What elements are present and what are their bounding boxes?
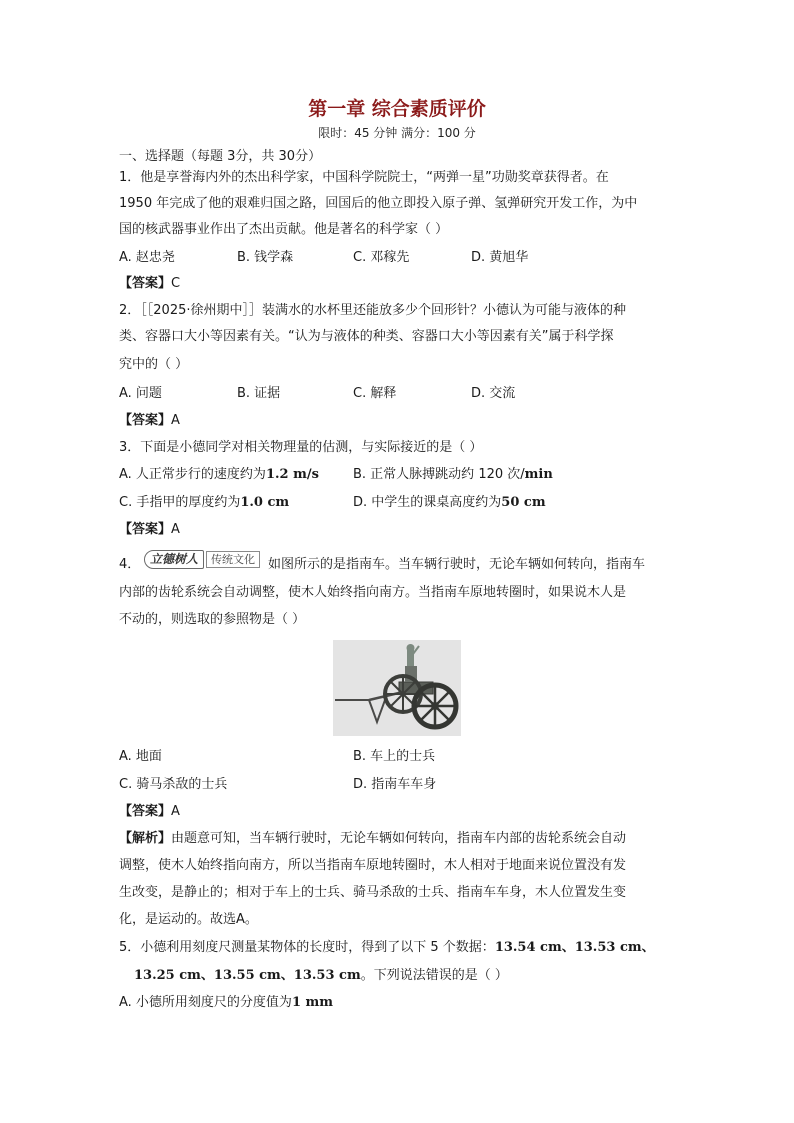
q4-answer xyxy=(119,803,180,821)
badge-main-label: 立德树人 xyxy=(144,550,204,569)
q5-text-line1 xyxy=(119,939,655,957)
analysis-tag: 【解析】 xyxy=(119,831,172,846)
answer-value: A xyxy=(171,413,180,428)
q3-option-d-text: D. 中学生的课桌高度约为 xyxy=(353,495,502,510)
q4-option-b: B. 车上的士兵 xyxy=(353,749,436,764)
q5-values-1: 13.54 cm、13.53 cm、 xyxy=(494,940,655,955)
q3-option-b-text: B. 正常人脉搏跳动约 120 次/ xyxy=(353,467,525,482)
answer-tag: 【答案】 xyxy=(119,522,172,537)
analysis-text: 由题意可知，当车辆行驶时，无论车辆如何转向，指南车内部的齿轮系统会自动 xyxy=(171,831,627,846)
q1-text-line2: 1950 年完成了他的艰难归国之路，回国后的他立即投入原子弹、氢弹研究开发工作，为中 xyxy=(119,196,638,211)
q1-option-c: C. 邓稼先 xyxy=(353,250,410,265)
q5-option-a-text: A. 小德所用刻度尺的分度值为 xyxy=(119,995,292,1010)
answer-tag: 【答案】 xyxy=(119,804,172,819)
q4-text-line3: 不动的，则选取的参照物是（ ） xyxy=(119,612,306,627)
chariot-illustration xyxy=(333,640,461,736)
answer-value: A xyxy=(171,804,180,819)
q4-analysis-line3: 生改变，是静止的；相对于车上的士兵、骑马杀敌的士兵、指南车车身，木人位置发生变 xyxy=(119,885,627,900)
q2-text-line3: 究中的（ ） xyxy=(119,357,189,372)
exam-info: 限时：45 分钟 满分：100 分 xyxy=(318,126,476,140)
q1-text-line3: 国的核武器事业作出了杰出贡献。他是著名的科学家（ ） xyxy=(119,222,449,237)
culture-badge xyxy=(144,549,260,569)
q5-text-post: 。下列说法错误的是（ ） xyxy=(360,968,508,983)
q5-text: 5．小德利用刻度尺测量某物体的长度时，得到了以下 5 个数据： xyxy=(119,940,495,955)
q2-option-b: B. 证据 xyxy=(237,386,281,401)
q2-option-d: D. 交流 xyxy=(471,386,516,401)
q1-answer xyxy=(119,275,180,293)
q1-text-line1: 1．他是享誉海内外的杰出科学家，中国科学院院士，“两弹一星”功勋奖章获得者。在 xyxy=(119,170,609,185)
q4-option-a: A. 地面 xyxy=(119,749,162,764)
q5-option-a-value: 1 mm xyxy=(291,995,334,1010)
q1-option-a: A. 赵忠尧 xyxy=(119,250,175,265)
q4-option-d: D. 指南车车身 xyxy=(353,777,437,792)
q3-option-d-value: 50 cm xyxy=(501,495,546,510)
answer-value: A xyxy=(171,522,180,537)
q3-option-b-value: min xyxy=(524,467,553,482)
q3-answer xyxy=(119,521,180,539)
q4-analysis-line4: 化，是运动的。故选A。 xyxy=(119,912,258,927)
page-title: 第一章 综合素质评价 xyxy=(308,98,486,120)
q3-option-c-text: C. 手指甲的厚度约为 xyxy=(119,495,241,510)
q4-analysis-line1 xyxy=(119,830,626,848)
q5-option-a xyxy=(119,994,333,1012)
q3-option-a-text: A. 人正常步行的速度约为 xyxy=(119,467,266,482)
q4-text-line1: 如图所示的是指南车。当车辆行驶时，无论车辆如何转向，指南车 xyxy=(268,557,646,572)
q3-option-a xyxy=(119,466,319,484)
q3-option-d xyxy=(353,494,546,512)
q2-answer xyxy=(119,412,180,430)
q3-option-b xyxy=(353,466,553,484)
q4-option-c: C. 骑马杀敌的士兵 xyxy=(119,777,228,792)
q4-number: 4． xyxy=(119,557,141,572)
answer-tag: 【答案】 xyxy=(119,276,172,291)
answer-tag: 【答案】 xyxy=(119,413,172,428)
q3-option-a-value: 1.2 m/s xyxy=(265,467,319,482)
q2-option-c: C. 解释 xyxy=(353,386,397,401)
q1-option-d: D. 黄旭华 xyxy=(471,250,529,265)
q4-analysis-line2: 调整，使木人始终指向南方，所以当指南车原地转圈时，木人相对于地面来说位置没有发 xyxy=(119,858,627,873)
q5-values-2: 13.25 cm、13.55 cm、13.53 cm xyxy=(134,968,361,983)
q5-text-line2 xyxy=(134,967,508,985)
south-pointing-chariot-image xyxy=(333,640,461,736)
q1-option-b: B. 钱学森 xyxy=(237,250,294,265)
q2-text-line2: 类、容器口大小等因素有关。“认为与液体的种类、容器口大小等因素有关”属于科学探 xyxy=(119,329,614,344)
q2-option-a: A. 问题 xyxy=(119,386,162,401)
q3-option-c-value: 1.0 cm xyxy=(240,495,290,510)
q3-text-line1: 3．下面是小德同学对相关物理量的估测，与实际接近的是（ ） xyxy=(119,440,483,455)
badge-sub-label: 传统文化 xyxy=(206,551,260,568)
answer-value: C xyxy=(171,276,181,291)
q4-text-line2: 内部的齿轮系统会自动调整，使木人始终指向南方。当指南车原地转圈时，如果说木人是 xyxy=(119,585,627,600)
q2-text-line1: 2．［［2025·徐州期中］］装满水的水杯里还能放多少个回形针？小德认为可能与液体的种 xyxy=(119,303,626,318)
section-heading: 一、选择题（每题 3分，共 30分） xyxy=(119,149,322,164)
q3-option-c xyxy=(119,494,289,512)
